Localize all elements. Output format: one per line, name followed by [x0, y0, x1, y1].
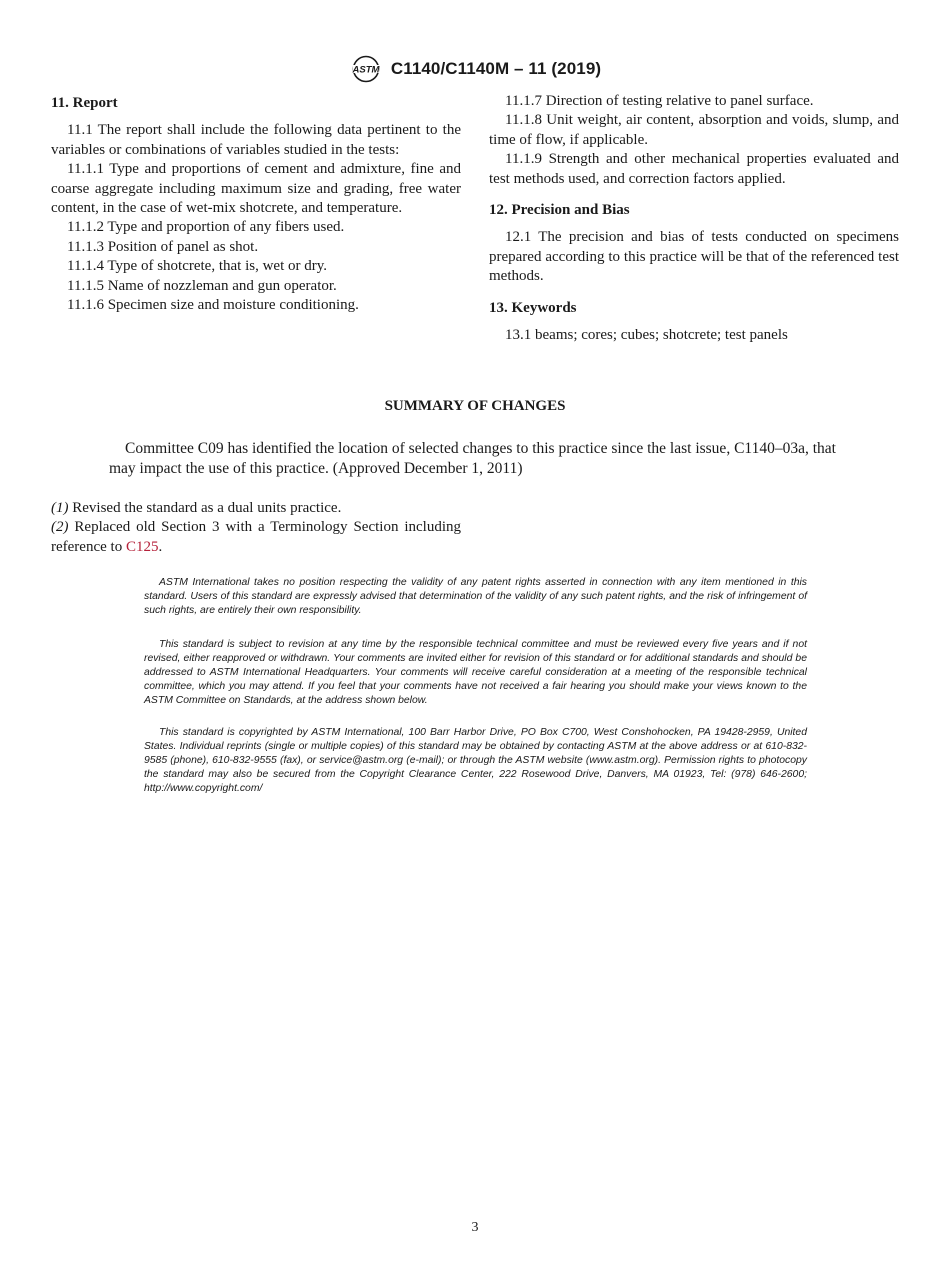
summary-of-changes-text: Committee C09 has identified the location of selected changes to this practice since the last issue, C1140–03a, that may impact the use of this practice. (Approved December 1, 2011) [109, 440, 836, 477]
change-text: Revised the standard as a dual units practice. [72, 500, 342, 516]
change-number: (2) [51, 519, 69, 536]
page-header [0, 54, 950, 89]
change-item [51, 518, 461, 557]
paragraph-11-1-9: 11.1.9 Strength and other mechanical properties evaluated and test methods used, and correction factors applied. [489, 151, 899, 187]
paragraph-11-1-8: 11.1.8 Unit weight, air content, absorption and voids, slump, and time of flow, if applicable. [489, 112, 899, 148]
paragraph-11-1-4: 11.1.4 Type of shotcrete, that is, wet or dry. [67, 258, 328, 275]
paragraph-11-1-6: 11.1.6 Specimen size and moisture conditioning. [67, 297, 359, 314]
paragraph-11-1-7: 11.1.7 Direction of testing relative to panel surface. [505, 93, 814, 109]
section-13-heading: 13. Keywords [489, 299, 577, 316]
section-12-heading: 12. Precision and Bias [489, 202, 630, 219]
left-column [51, 92, 461, 315]
standard-designation: C1140/C1140M – 11 (2019) [390, 59, 602, 78]
c125-reference-link[interactable]: C125 [125, 538, 159, 555]
summary-of-changes-title: SUMMARY OF CHANGES [384, 398, 566, 414]
astm-logo-text: ASTM [352, 64, 380, 76]
paragraph-11-1-3: 11.1.3 Position of panel as shot. [67, 238, 259, 255]
astm-logo-icon [349, 54, 383, 84]
paragraph-12-1: 12.1 The precision and bias of tests conducted on specimens prepared according to this practice will be that of the referenced test methods. [489, 229, 899, 285]
change-item [51, 499, 461, 518]
revision-notice: This standard is subject to revision at any time by the responsible technical committee and must be reviewed every five years and if not revised, either reapproved or withdrawn. Your comments are invited either for revision of this standard or for additional standards and should be addressed to ASTM International Headquarters. Your comments will receive careful consideration at a meeting of the responsible technical committee, which you may attend. If you feel that your comments have not received a fair hearing you should make your views known to the ASTM Committee on Standards, at the address shown below. [144, 639, 807, 706]
section-11-heading: 11. Report [51, 95, 118, 111]
patent-rights-notice: ASTM International takes no position respecting the validity of any patent rights asserted in connection with any item mentioned in this standard. Users of this standard are expressly advised that determination of the validity of any such patent rights, and the risk of infringement of such rights, are entirely their own responsibility. [144, 577, 807, 616]
copyright-notice: This standard is copyrighted by ASTM International, 100 Barr Harbor Drive, PO Box C700, West Conshohocken, PA 19428-2959, United States. Individual reprints (single or multiple copies) of this standard may be obtained by contacting ASTM at the above address or at 610-832-9585 (phone), 610-832-9555 (fax), or service@astm.org (e-mail); or through the ASTM website (www.astm.org). Permission rights to photocopy the standard may also be secured from the Copyright Clearance Center, 222 Rosewood Drive, Danvers, MA 01923, Tel: (978) 646-2600; http://www.copyright.com/ [144, 727, 807, 794]
right-column [489, 92, 899, 345]
change-number: (1) [51, 500, 69, 516]
paragraph-11-1: 11.1 The report shall include the following data pertinent to the variables or combinations of variables studied in the tests: [51, 122, 461, 158]
paragraph-11-1-5: 11.1.5 Name of nozzleman and gun operator. [67, 277, 337, 294]
paragraph-13-1: 13.1 beams; cores; cubes; shotcrete; test panels [505, 327, 788, 344]
paragraph-11-1-2: 11.1.2 Type and proportion of any fibers used. [67, 219, 345, 236]
changes-list [51, 499, 461, 557]
page-number: 3 [471, 1220, 479, 1235]
change-text-end: . [158, 538, 163, 555]
change-text: Replaced old Section 3 with a Terminology Section including reference to [51, 519, 461, 555]
paragraph-11-1-1: 11.1.1 Type and proportions of cement and admixture, fine and coarse aggregate including maximum size and grading, free water content, in the case of wet-mix shotcrete, and temperature. [51, 161, 461, 217]
